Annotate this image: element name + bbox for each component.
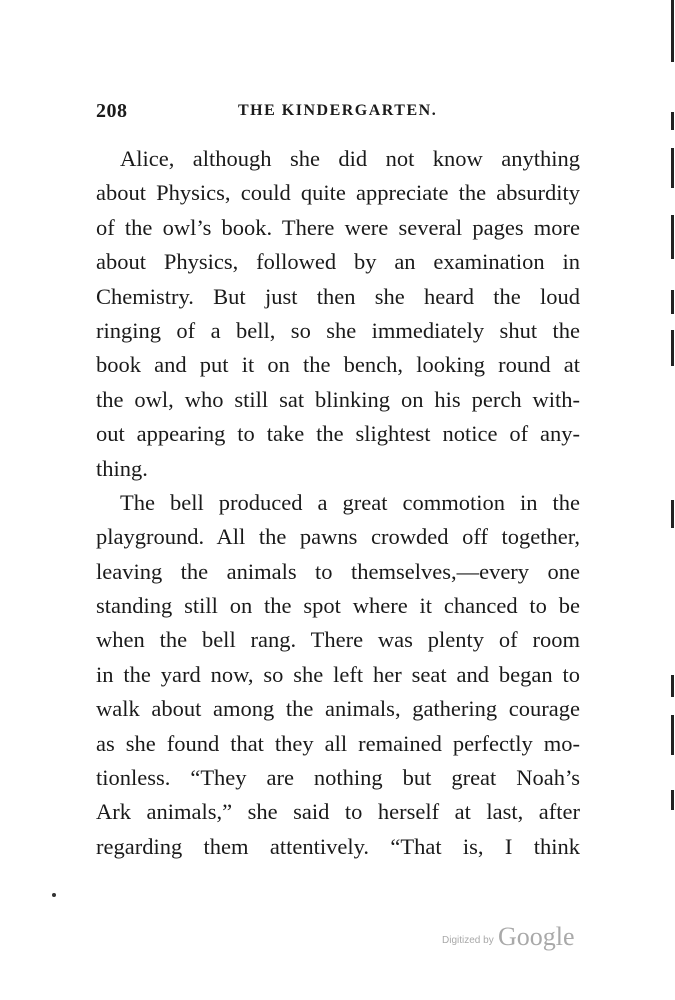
text-line: of the owl’s book. There were several pages more [96, 214, 580, 240]
text-line: Chemistry. But just then she heard the loud [96, 283, 580, 309]
text-line: standing still on the spot where it chanced to be [96, 593, 580, 619]
body-text [96, 142, 580, 864]
stray-ink-mark [52, 893, 56, 897]
edge-mark [671, 675, 674, 697]
text-line: out appearing to take the slightest notice of any- [96, 421, 580, 447]
text-line: Alice, although she did not know anything [120, 146, 580, 171]
text-line: The bell produced a great commotion in the [120, 489, 580, 515]
running-title: THE KINDERGARTEN. [238, 102, 438, 119]
edge-mark [671, 215, 674, 259]
paragraph-1 [96, 142, 580, 486]
text-line: ringing of a bell, so she immediately shut the [96, 317, 580, 343]
edge-mark [671, 330, 674, 366]
edge-mark [671, 290, 674, 314]
scan-edge-shadow [669, 0, 675, 1000]
text-line: when the bell rang. There was plenty of room [96, 627, 580, 653]
running-head [96, 100, 580, 128]
text-line: tionless. “They are nothing but great Noah’s [96, 765, 580, 791]
text-line: about Physics, could quite appreciate the absurdity [96, 180, 580, 206]
text-line: as she found that they all remained perfectly mo- [96, 730, 580, 756]
edge-mark [671, 790, 674, 810]
text-line: thing. [96, 455, 148, 481]
watermark-prefix: Digitized by [442, 935, 494, 946]
text-line: the owl, who still sat blinking on his perch with- [96, 386, 580, 412]
edge-mark [671, 112, 674, 130]
text-line: playground. All the pawns crowded off together, [96, 524, 580, 550]
edge-mark [671, 0, 674, 62]
edge-mark [671, 148, 674, 188]
edge-mark [671, 500, 674, 528]
text-line: walk about among the animals, gathering courage [96, 696, 580, 722]
text-line: in the yard now, so she left her seat and began to [96, 661, 580, 687]
google-logo: Google [498, 922, 575, 951]
text-line: leaving the animals to themselves,—every one [96, 558, 580, 584]
edge-mark [671, 715, 674, 755]
text-line: regarding them attentively. “That is, I think [96, 833, 580, 859]
text-line: Ark animals,” she said to herself at last, after [96, 799, 580, 825]
text-line: book and put it on the bench, looking round at [96, 352, 580, 378]
text-line: about Physics, followed by an examination in [96, 249, 580, 275]
digitized-watermark [442, 922, 582, 956]
page-number: 208 [96, 100, 128, 122]
paragraph-2 [96, 486, 580, 864]
